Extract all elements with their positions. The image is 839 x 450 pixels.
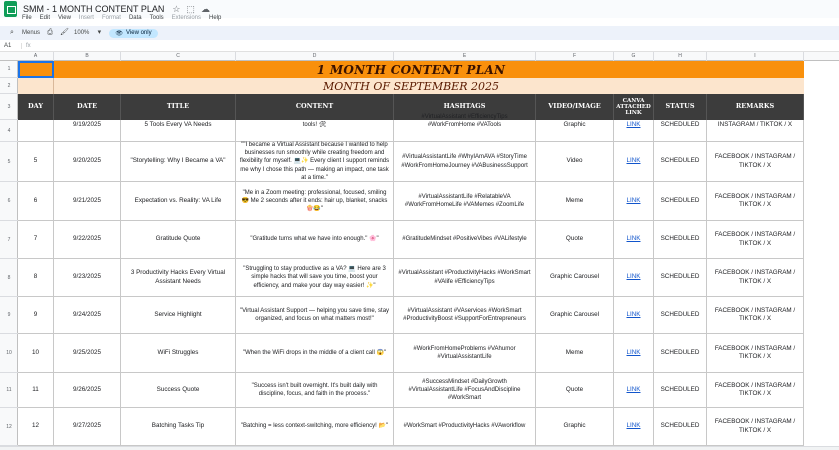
cell-remarks: FACEBOOK / INSTAGRAM / TIKTOK / X [707,297,804,334]
cloud-icon[interactable]: ☁ [200,3,210,14]
cell-date: 9/22/2025 [54,221,121,259]
column-title-title: TITLE [121,94,236,120]
banner-title: 1 MONTH CONTENT PLAN [18,61,804,78]
cell-title: Expectation vs. Reality: VA Life [121,182,236,221]
table-row [18,142,839,182]
cell-day: 8 [18,259,54,297]
row-header[interactable]: 8 [0,259,18,297]
sheet-grid[interactable] [18,61,839,446]
view-only-label: View only [126,30,152,36]
column-title-day: DAY [18,94,54,120]
cell-title: "Storytelling: Why I Became a VA" [121,142,236,182]
cell-day: 12 [18,408,54,446]
canva-link[interactable]: LINK [614,297,654,334]
column-header-b[interactable]: B [54,52,121,61]
column-title-hashtags: HASHTAGS [394,94,536,120]
cell-media: Meme [536,182,614,221]
print-icon[interactable]: ⎙ [47,29,53,36]
column-headers [0,52,839,61]
menu-help[interactable]: Help [209,15,222,21]
cell-title: WiFi Struggles [121,334,236,373]
cell-remarks: FACEBOOK / INSTAGRAM / TIKTOK / X [707,182,804,221]
canva-link[interactable]: LINK [614,334,654,373]
cell-status: SCHEDULED [654,373,707,408]
eye-icon: 👁 [115,30,123,37]
menu-bar [22,15,221,26]
cell-status: SCHEDULED [654,259,707,297]
cell-day: 7 [18,221,54,259]
row-header[interactable]: 4 [0,120,18,142]
menu-data[interactable]: Data [128,15,142,21]
cell-date: 9/26/2025 [54,373,121,408]
cell-content: "Gratitude turns what we have into enough." 🌸" [236,221,394,259]
row-header[interactable]: 1 [0,61,18,78]
cell-day: 5 [18,142,54,182]
cell-day: 10 [18,334,54,373]
view-only-button[interactable] [109,29,157,38]
cell-a2[interactable] [18,78,54,94]
column-header-g[interactable]: G [614,52,654,61]
column-header-f[interactable]: F [536,52,614,61]
star-icon[interactable]: ☆ [172,3,181,14]
cell-day: 6 [18,182,54,221]
cell-status: SCHEDULED [654,221,707,259]
cell-status: SCHEDULED [654,120,707,142]
cell-hashtags: #WorkFromHomeProblems #VAhumor #VirtualAssistantLife [394,334,536,373]
cell-date: 9/25/2025 [54,334,121,373]
canva-link[interactable]: LINK [614,373,654,408]
formula-bar [0,40,839,52]
cell-hashtags: #WorkSmart #ProductivityHacks #VAworkflow [394,408,536,446]
selected-cell-a1[interactable] [18,61,54,78]
cell-remarks: FACEBOOK / INSTAGRAM / TIKTOK / X [707,334,804,373]
cell-remarks: FACEBOOK / INSTAGRAM / TIKTOK / X [707,221,804,259]
cell-content: "When the WiFi drops in the middle of a client call 😱" [236,334,394,373]
cell-remarks: INSTAGRAM / TIKTOK / X [707,120,804,142]
name-box[interactable]: A1 [0,43,22,49]
cell-media: Video [536,142,614,182]
row-header[interactable]: 9 [0,297,18,334]
cell-date: 9/20/2025 [54,142,121,182]
cell-day [18,120,54,142]
cell-status: SCHEDULED [654,182,707,221]
canva-link[interactable]: LINK [614,221,654,259]
table-row [18,297,839,334]
table-row [18,221,839,259]
cell-title: Service Highlight [121,297,236,334]
cell-status: SCHEDULED [654,334,707,373]
cell-title: 5 Tools Every VA Needs [121,120,236,142]
column-title-content: CONTENT [236,94,394,120]
paint-format-icon[interactable]: 🖌 [60,29,69,36]
cell-media: Graphic [536,120,614,142]
cell-hashtags: #GratitudeMindset #PositiveVibes #VALifestyle [394,221,536,259]
cell-media: Graphic Carousel [536,297,614,334]
cell-content: "Batching = less context-switching, more efficiency! 📂" [236,408,394,446]
menu-insert[interactable]: Insert [78,15,94,21]
cell-content: "Me in a Zoom meeting: professional, focused, smiling 😎 Me 2 seconds after it ends: hair up, blanket, snacks 🍿😂" [236,182,394,221]
cell-status: SCHEDULED [654,297,707,334]
cell-title: Gratitude Quote [121,221,236,259]
row-headers [0,61,18,446]
cell-status: SCHEDULED [654,408,707,446]
column-header-h[interactable]: H [654,52,707,61]
folder-move-icon[interactable]: ⬚ [186,3,195,14]
cell-hashtags: #VirtualAssistant #VAservices #WorkSmart #ProductivityBoost #SupportForEntrepreneurs [394,297,536,334]
cell-content: tools! 🛠 [236,120,394,142]
cell-day: 9 [18,297,54,334]
table-row [18,182,839,221]
menu-file[interactable]: File [22,15,32,21]
sheet-tabs-bar [0,446,839,450]
column-header-i[interactable]: I [707,52,804,61]
column-title-media: VIDEO/IMAGE [536,94,614,120]
banner-subtitle: MONTH OF SEPTEMBER 2025 [18,78,804,94]
search-menus-button[interactable]: Menus [22,30,41,36]
cell-hashtags: #VirtualAssistantLife #RelatableVA #WorkFromHomeLife #VAMemes #ZoomLife [394,182,536,221]
column-title-status: STATUS [654,94,707,120]
menu-format[interactable]: Format [101,15,121,21]
canva-link[interactable]: LINK [614,182,654,221]
sheets-logo-icon[interactable] [4,1,17,17]
cell-media: Graphic [536,408,614,446]
cell-status: SCHEDULED [654,142,707,182]
cell-content: "Virtual Assistant Support — helping you save time, stay organized, and focus on what matters most!" [236,297,394,334]
chevron-down-icon[interactable]: ▾ [97,29,102,36]
column-title-date: DATE [54,94,121,120]
cell-hashtags: #WorkFromHome #VATools [394,120,536,142]
row-header[interactable]: 6 [0,182,18,221]
table-row [18,373,839,408]
cell-title: Batching Tasks Tip [121,408,236,446]
table-row [18,259,839,297]
canva-link[interactable]: LINK [614,142,654,182]
column-title-remarks: REMARKS [707,94,804,120]
cell-date: 9/23/2025 [54,259,121,297]
column-title-link: CANVA ATTACHED LINK [614,94,654,120]
toolbar [0,26,839,40]
zoom-select[interactable]: 100% [74,30,90,36]
row-header[interactable]: 12 [0,408,18,446]
cell-title: 3 Productivity Hacks Every Virtual Assistant Needs [121,259,236,297]
canva-link[interactable]: LINK [614,259,654,297]
cell-title: Success Quote [121,373,236,408]
table-row [18,408,839,446]
column-header-d[interactable]: D [236,52,394,61]
cell-media: Graphic Carousel [536,259,614,297]
row-header[interactable]: 10 [0,334,18,373]
cell-content: "Success isn't built overnight. It's built daily with discipline, focus, and faith in the process." [236,373,394,408]
menu-edit[interactable]: Edit [39,15,51,21]
cell-hashtags: #VirtualAssistant #ProductivityHacks #WorkSmart #VAlife #EfficiencyTips [394,259,536,297]
menu-extensions[interactable]: Extensions [171,15,202,21]
cell-hashtags: #SuccessMindset #DailyGrowth #VirtualAssistantLife #FocusAndDiscipline #WorkSmart [394,373,536,408]
cell-media: Quote [536,373,614,408]
row-header[interactable]: 3 [0,94,18,120]
row-header[interactable]: 7 [0,221,18,259]
cell-date: 9/19/2025 [54,120,121,142]
cell-remarks: FACEBOOK / INSTAGRAM / TIKTOK / X [707,373,804,408]
row-header[interactable]: 5 [0,142,18,182]
cell-date: 9/21/2025 [54,182,121,221]
column-header-a[interactable]: A [18,52,54,61]
cell-remarks: FACEBOOK / INSTAGRAM / TIKTOK / X [707,259,804,297]
cell-date: 9/24/2025 [54,297,121,334]
canva-link[interactable]: LINK [614,408,654,446]
fx-icon: fx [26,42,31,49]
canva-link[interactable]: LINK [614,120,654,142]
column-header-e[interactable]: E [394,52,536,61]
cell-hashtags: #VirtualAssistantLife #WhyIAmAVA #StoryTime #WorkFromHomeJourney #VABusinessSupport [394,142,536,182]
column-header-c[interactable]: C [121,52,236,61]
cell-media: Meme [536,334,614,373]
cell-media: Quote [536,221,614,259]
menu-tools[interactable]: Tools [149,15,164,21]
row-header[interactable]: 11 [0,373,18,408]
table-row [18,334,839,373]
cell-remarks: FACEBOOK / INSTAGRAM / TIKTOK / X [707,408,804,446]
table-row [18,120,839,142]
document-title[interactable]: SMM - 1 MONTH CONTENT PLAN [23,4,165,14]
row-header[interactable]: 2 [0,78,18,94]
cell-day: 11 [18,373,54,408]
cell-content: "Struggling to stay productive as a VA? 💻 Here are 3 simple hacks that will save you time, boost your efficiency, and make your day way easier! ✨" [236,259,394,297]
menu-view[interactable]: View [58,15,71,21]
search-icon: ⌕ [10,29,14,36]
cell-remarks: FACEBOOK / INSTAGRAM / TIKTOK / X [707,142,804,182]
cell-content: ""I became a Virtual Assistant because I wanted to help businesses run smoothly while creating freedom and flexibility for myself. 💻✨ Every client I support reminds me why I chose this path — making an impact, one task at a time." [236,142,394,182]
cell-date: 9/27/2025 [54,408,121,446]
